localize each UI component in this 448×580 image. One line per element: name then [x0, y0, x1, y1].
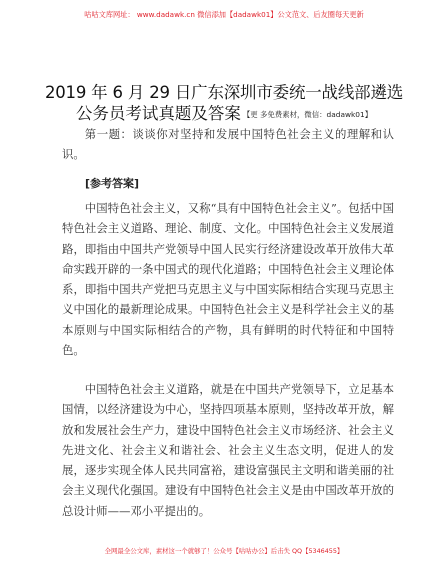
answer-label: [参考答案] — [85, 177, 140, 190]
title-line-2: 公务员考试真题及答案 — [75, 104, 241, 123]
footer-watermark — [0, 546, 448, 555]
title-note: 【更 多免费素材，微信：dadawk01】 — [242, 110, 373, 119]
page-title-line-2 — [20, 100, 428, 124]
title-line-1: 2019 年 6 月 29 日广东深圳市委统一战线部遴选 — [44, 83, 404, 102]
answer-paragraph-1: 中国特色社会主义，又称“具有中国特色社会主义”。包括中国特色社会主义道路、理论、制度、文化。中国特色社会主义发展道路，即指由中国共产党领导中国人民实行经济建设改革开放伟大革命实践开辟的一条中国式的现代化道路；中国特色社会主义理论体系，即指中国共产党把马克思主义与中国实际相结合实现马克思主义中国化的最新理论成果。中国特色社会主义是科学社会主义的基本原则与中国实际相结合的产物，具有鲜明的时代特征和中国特色。 — [62, 201, 394, 358]
header-watermark — [0, 10, 448, 20]
question-text: 第一题：谈谈你对坚持和发展中国特色社会主义的理解和认识。 — [62, 127, 394, 162]
footer-text: 全网最全公文库，素材这一个就够了！公众号【咕咕办公】后击失 QQ【5346455】 — [104, 547, 344, 555]
header-text: 咕咕文库网址： www.dadawk.cn 微信添加【dadawk01】公文范文、后友圈每天更新 — [84, 10, 364, 19]
answer-paragraph-2: 中国特色社会主义道路，就是在中国共产党领导下，立足基本国情，以经济建设为中心，坚持四项基本原则，坚持改革开放，解放和发展社会生产力，建设中国特色社会主义市场经济、社会主义先进文化、社会主义和谐社会、社会主义生态文明，促进人的发展，逐步实现全体人民共同富裕，建设富强民主文明和谐美丽的社会主义现代化强国。建设有中国特色社会主义是由中国改革开放的总设计师——邓小平提出的。 — [62, 382, 394, 518]
